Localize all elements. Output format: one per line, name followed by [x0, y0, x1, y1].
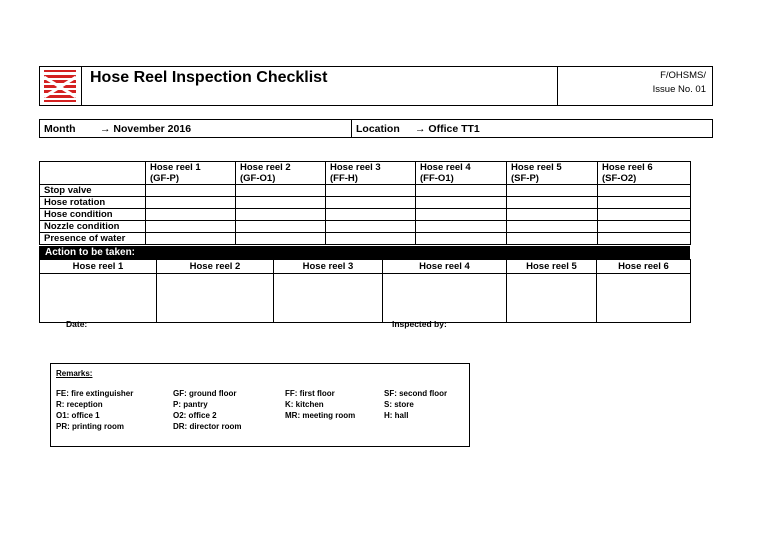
action-col-header: Hose reel 3 — [274, 260, 383, 274]
inspected-by-label: Inspected by: — [392, 319, 447, 329]
check-cell[interactable] — [326, 197, 416, 209]
divider — [351, 120, 352, 137]
check-cell[interactable] — [146, 197, 236, 209]
row-label: Hose condition — [40, 209, 146, 221]
action-cell[interactable] — [597, 274, 691, 323]
check-cell[interactable] — [507, 197, 598, 209]
month-label: Month — [44, 123, 76, 135]
remark-item: PR: printing room — [56, 422, 124, 431]
reel-header: Hose reel 6 (SF-O2) — [598, 162, 691, 185]
period-bar — [39, 119, 713, 138]
reel-header: Hose reel 4 (FF-O1) — [416, 162, 507, 185]
check-cell[interactable] — [507, 233, 598, 245]
action-col-header: Hose reel 4 — [383, 260, 507, 274]
table-row — [40, 233, 691, 245]
check-cell[interactable] — [598, 209, 691, 221]
reel-header: Hose reel 5 (SF-P) — [507, 162, 598, 185]
remark-item: S: store — [384, 400, 414, 409]
check-cell[interactable] — [146, 233, 236, 245]
check-cell[interactable] — [236, 209, 326, 221]
remark-item: O1: office 1 — [56, 411, 100, 420]
check-cell[interactable] — [146, 185, 236, 197]
action-cell[interactable] — [274, 274, 383, 323]
doc-code: F/OHSMS/ — [660, 70, 706, 81]
remark-item: O2: office 2 — [173, 411, 217, 420]
remarks-title: Remarks: — [56, 369, 93, 378]
action-entry-row — [40, 274, 691, 323]
date-label: Date: — [66, 319, 88, 329]
action-header-row — [40, 260, 691, 274]
check-cell[interactable] — [146, 209, 236, 221]
inspection-table — [39, 161, 691, 245]
action-table — [39, 259, 691, 323]
table-row — [40, 209, 691, 221]
remarks-box — [50, 363, 470, 447]
check-cell[interactable] — [598, 221, 691, 233]
check-cell[interactable] — [416, 209, 507, 221]
row-label: Stop valve — [40, 185, 146, 197]
action-title-bar: Action to be taken: — [39, 246, 690, 259]
remark-item: H: hall — [384, 411, 409, 420]
check-cell[interactable] — [146, 221, 236, 233]
action-col-header: Hose reel 1 — [40, 260, 157, 274]
reel-header: Hose reel 2 (GF-O1) — [236, 162, 326, 185]
check-cell[interactable] — [326, 185, 416, 197]
remark-item: GF: ground floor — [173, 389, 237, 398]
check-cell[interactable] — [507, 185, 598, 197]
issue-cell — [557, 67, 712, 105]
location-value: → Office TT1 — [415, 123, 480, 135]
location-label: Location — [356, 123, 400, 135]
reel-header: Hose reel 3 (FF-H) — [326, 162, 416, 185]
table-row — [40, 185, 691, 197]
check-cell[interactable] — [598, 197, 691, 209]
table-header-row — [40, 162, 691, 185]
action-cell[interactable] — [157, 274, 274, 323]
check-cell[interactable] — [326, 233, 416, 245]
check-cell[interactable] — [416, 233, 507, 245]
check-cell[interactable] — [236, 185, 326, 197]
remark-item: MR: meeting room — [285, 411, 356, 420]
document-header — [39, 66, 713, 106]
check-cell[interactable] — [326, 221, 416, 233]
check-cell[interactable] — [507, 221, 598, 233]
action-col-header: Hose reel 6 — [597, 260, 691, 274]
check-cell[interactable] — [416, 185, 507, 197]
check-cell[interactable] — [507, 209, 598, 221]
issue-number: Issue No. 01 — [652, 84, 706, 95]
action-col-header: Hose reel 2 — [157, 260, 274, 274]
company-logo-icon — [40, 67, 80, 105]
remark-item: P: pantry — [173, 400, 208, 409]
remark-item: R: reception — [56, 400, 103, 409]
month-value: → November 2016 — [100, 123, 192, 135]
row-label: Presence of water — [40, 233, 146, 245]
page-title: Hose Reel Inspection Checklist — [90, 69, 328, 86]
check-cell[interactable] — [236, 233, 326, 245]
check-cell[interactable] — [416, 221, 507, 233]
row-label: Hose rotation — [40, 197, 146, 209]
check-cell[interactable] — [236, 221, 326, 233]
action-cell[interactable] — [383, 274, 507, 323]
table-row — [40, 197, 691, 209]
check-cell[interactable] — [598, 233, 691, 245]
logo-cell — [40, 67, 82, 105]
action-cell[interactable] — [507, 274, 597, 323]
action-cell[interactable] — [40, 274, 157, 323]
remark-item: K: kitchen — [285, 400, 324, 409]
row-label: Nozzle condition — [40, 221, 146, 233]
check-cell[interactable] — [598, 185, 691, 197]
remark-item: SF: second floor — [384, 389, 448, 398]
remark-item: DR: director room — [173, 422, 242, 431]
check-cell[interactable] — [326, 209, 416, 221]
action-col-header: Hose reel 5 — [507, 260, 597, 274]
remark-item: FF: first floor — [285, 389, 335, 398]
check-cell[interactable] — [416, 197, 507, 209]
reel-header: Hose reel 1 (GF-P) — [146, 162, 236, 185]
table-row — [40, 221, 691, 233]
remark-item: FE: fire extinguisher — [56, 389, 134, 398]
check-cell[interactable] — [236, 197, 326, 209]
corner-cell — [40, 162, 146, 185]
